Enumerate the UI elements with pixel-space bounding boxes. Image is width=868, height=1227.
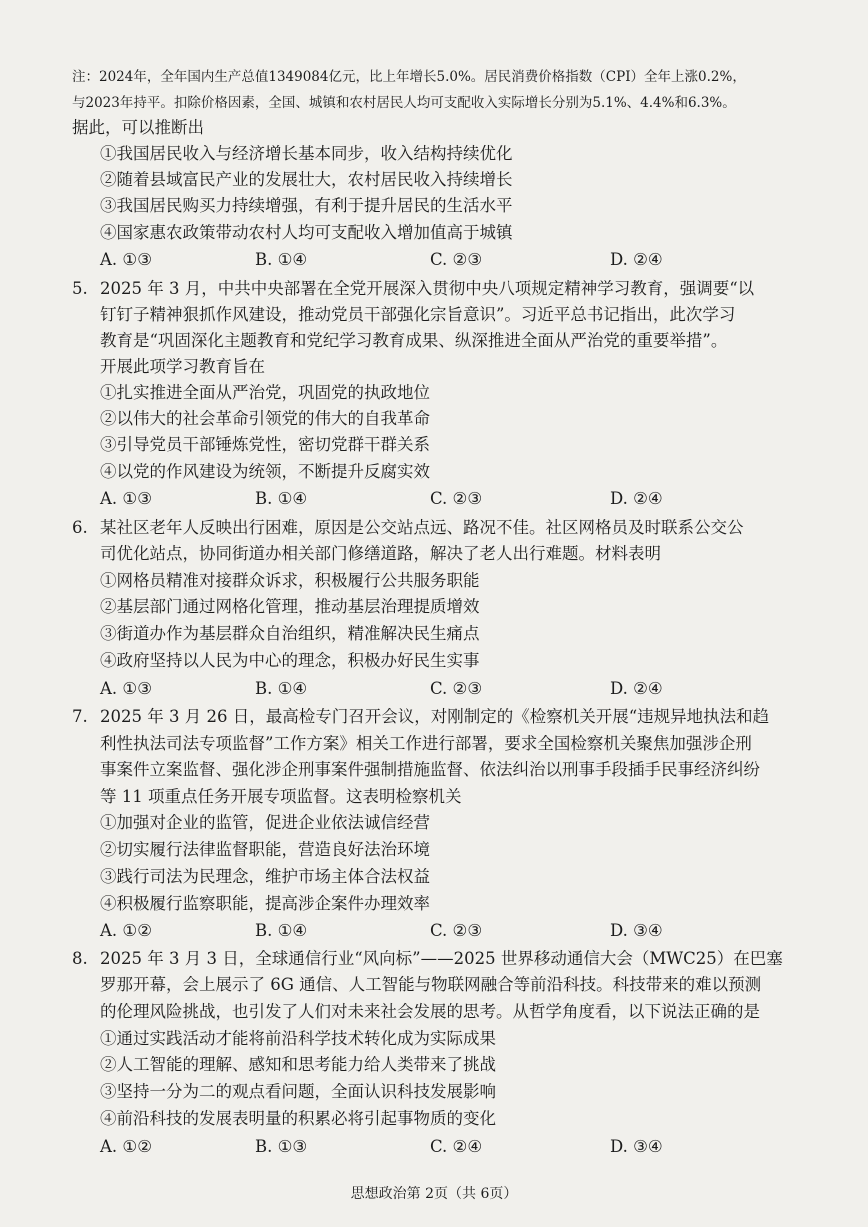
q8-choice-a: A. ①② <box>100 1137 152 1156</box>
q4-stem-tail: 据此，可以推断出 <box>72 118 204 137</box>
q6-stem-1: 某社区老年人反映出行困难，原因是公交站点远、路况不佳。社区网格员及时联系公交公 <box>100 518 744 537</box>
q8-option-4: ④前沿科技的发展表明量的积累必将引起事物质的变化 <box>100 1109 496 1128</box>
page-footer: 思想政治第 2页（共 6页） <box>350 1186 518 1202</box>
q8-stem-3: 的伦理风险挑战，也引发了人们对未来社会发展的思考。从哲学角度看，以下说法正确的是 <box>100 1002 760 1021</box>
q8-choice-d: D. ③④ <box>610 1137 663 1156</box>
q6-option-2: ②基层部门通过网格化管理，推动基层治理提质增效 <box>100 597 480 616</box>
q6-option-4: ④政府坚持以人民为中心的理念，积极办好民生实事 <box>100 651 480 670</box>
q4-option-2: ②随着县域富民产业的发展壮大，农村居民收入持续增长 <box>100 170 513 189</box>
q5-choice-a: A. ①③ <box>100 489 152 508</box>
q7-choice-d: D. ③④ <box>610 921 663 940</box>
q6-number: 6. <box>72 518 88 537</box>
q7-option-1: ①加强对企业的监管，促进企业依法诚信经营 <box>100 813 430 832</box>
q7-stem-2: 利性执法司法专项监督”工作方案》相关工作进行部署，要求全国检察机关聚焦加强涉企刑 <box>100 734 752 753</box>
q5-choice-c: C. ②③ <box>430 489 483 508</box>
q4-option-1: ①我国居民收入与经济增长基本同步，收入结构持续优化 <box>100 144 513 163</box>
q5-option-2: ②以伟大的社会革命引领党的伟大的自我革命 <box>100 409 430 428</box>
q7-option-3: ③践行司法为民理念，维护市场主体合法权益 <box>100 867 430 886</box>
q4-choices <box>100 249 720 271</box>
q7-choices <box>100 920 720 942</box>
q4-option-4: ④国家惠农政策带动农村人均可支配收入增加值高于城镇 <box>100 223 513 242</box>
q7-stem-4: 等 11 项重点任务开展专项监督。这表明检察机关 <box>100 787 462 806</box>
q5-option-4: ④以党的作风建设为统领，不断提升反腐实效 <box>100 462 430 481</box>
q4-choice-c: C. ②③ <box>430 250 483 269</box>
q8-choice-b: B. ①③ <box>255 1137 308 1156</box>
q8-option-2: ②人工智能的理解、感知和思考能力给人类带来了挑战 <box>100 1055 496 1074</box>
note-line-2: 与2023年持平。扣除价格因素，全国、城镇和农村居民人均可支配收入实际增长分别为5.1%、4.4%和6.3%。 <box>72 95 736 111</box>
q4-option-3: ③我国居民购买力持续增强，有利于提升居民的生活水平 <box>100 196 513 215</box>
q8-number: 8. <box>72 949 88 968</box>
q4-choice-a: A. ①③ <box>100 250 152 269</box>
q5-number: 5. <box>72 279 88 298</box>
q8-choices <box>100 1136 720 1158</box>
q5-stem-3: 教育是“巩固深化主题教育和党纪学习教育成果、纵深推进全面从严治党的重要举措”。 <box>100 331 728 350</box>
q7-stem-1: 2025 年 3 月 26 日，最高检专门召开会议，对刚制定的《检察机关开展“违规异地执法和趋 <box>100 707 770 726</box>
q7-choice-c: C. ②③ <box>430 921 483 940</box>
q6-option-3: ③街道办作为基层群众自治组织，精准解决民生痛点 <box>100 624 480 643</box>
q6-choice-c: C. ②③ <box>430 679 483 698</box>
q4-choice-d: D. ②④ <box>610 250 663 269</box>
q7-option-4: ④积极履行监察职能，提高涉企案件办理效率 <box>100 894 430 913</box>
q5-stem-4: 开展此项学习教育旨在 <box>100 357 265 376</box>
q5-stem-2: 钉钉子精神狠抓作风建设，推动党员干部强化宗旨意识”。习近平总书记指出，此次学习 <box>100 305 736 324</box>
q6-choice-a: A. ①③ <box>100 679 152 698</box>
note-line-1: 注：2024年，全年国内生产总值1349084亿元，比上年增长5.0%。居民消费价格指数（CPI）全年上涨0.2%， <box>72 69 746 85</box>
q6-stem-2: 司优化站点，协同街道办相关部门修缮道路，解决了老人出行难题。材料表明 <box>100 544 661 563</box>
q5-option-1: ①扎实推进全面从严治党，巩固党的执政地位 <box>100 383 430 402</box>
q8-choice-c: C. ②④ <box>430 1137 483 1156</box>
q7-choice-b: B. ①④ <box>255 921 308 940</box>
q7-option-2: ②切实履行法律监督职能，营造良好法治环境 <box>100 840 430 859</box>
q5-stem-1: 2025 年 3 月，中共中央部署在全党开展深入贯彻中央八项规定精神学习教育，强调要“以 <box>100 279 755 298</box>
q7-number: 7. <box>72 707 88 726</box>
q8-stem-1: 2025 年 3 月 3 日，全球通信行业“风向标”——2025 世界移动通信大会（MWC25）在巴塞 <box>100 949 783 968</box>
q5-option-3: ③引导党员干部锤炼党性，密切党群干群关系 <box>100 435 430 454</box>
q7-stem-3: 事案件立案监督、强化涉企刑事案件强制措施监督、依法纠治以刑事手段插手民事经济纠纷 <box>100 760 760 779</box>
q4-choice-b: B. ①④ <box>255 250 308 269</box>
q5-choice-d: D. ②④ <box>610 489 663 508</box>
q5-choice-b: B. ①④ <box>255 489 308 508</box>
q6-choice-b: B. ①④ <box>255 679 308 698</box>
q7-choice-a: A. ①② <box>100 921 152 940</box>
q6-choices <box>100 678 720 700</box>
q6-choice-d: D. ②④ <box>610 679 663 698</box>
q5-choices <box>100 488 720 510</box>
q8-option-3: ③坚持一分为二的观点看问题，全面认识科技发展影响 <box>100 1082 496 1101</box>
q8-stem-2: 罗那开幕，会上展示了 6G 通信、人工智能与物联网融合等前沿科技。科技带来的难以预测 <box>100 975 762 994</box>
q8-option-1: ①通过实践活动才能将前沿科学技术转化成为实际成果 <box>100 1029 496 1048</box>
q6-option-1: ①网格员精准对接群众诉求，积极履行公共服务职能 <box>100 571 480 590</box>
